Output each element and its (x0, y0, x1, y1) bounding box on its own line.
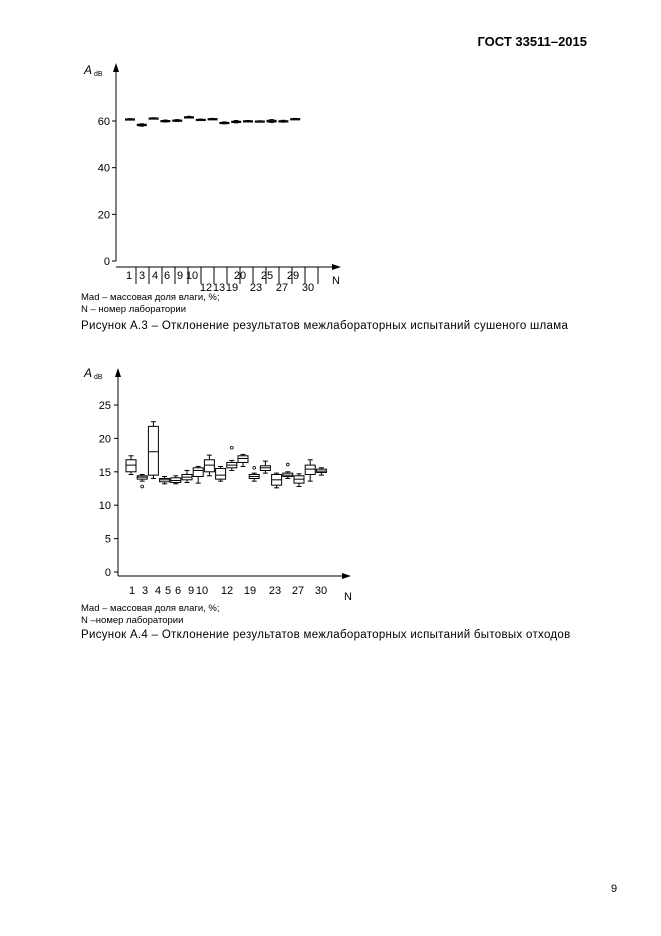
x-tick-label: 27 (291, 585, 305, 597)
y-axis-label-sub: dB (94, 374, 103, 381)
x-axis (116, 264, 341, 270)
y-tick-label: 15 (98, 466, 111, 479)
y-axis (113, 63, 119, 261)
x-tick-label: 1 (128, 585, 136, 597)
note-line: Mad – массовая доля влаги, %; (81, 292, 220, 303)
chart2-box-14 (272, 473, 282, 488)
chart2-box-5 (171, 476, 181, 484)
chart-figure-a3 (70, 58, 360, 294)
chart2-box-6 (182, 470, 192, 482)
box-iqr (126, 460, 136, 472)
chart2-box-17 (305, 460, 315, 481)
note-line: N –номер лаборатории (81, 615, 184, 626)
chart2-box-15 (283, 463, 293, 478)
y-tick-label: 40 (97, 162, 110, 175)
x-axis-arrow (342, 573, 351, 579)
y-axis-arrow (113, 63, 119, 72)
figure-a4-notes (81, 603, 220, 627)
chart1-box-11 (244, 121, 253, 122)
x-tick-label: 19 (225, 282, 239, 294)
chart2-box-12 (249, 466, 259, 481)
document-header: ГОСТ 33511–2015 (477, 34, 587, 49)
x-tick-label: 27 (275, 282, 289, 294)
chart1-box-6 (185, 116, 194, 118)
x-tick-label: 5 (164, 585, 172, 597)
chart2-box-1 (126, 456, 136, 475)
chart1-box-10 (232, 121, 241, 123)
x-axis-label: N (332, 275, 340, 287)
outlier-point (253, 466, 256, 469)
box-iqr (305, 465, 315, 474)
x-tick-label: 13 (212, 282, 226, 294)
chart1-box-14 (279, 120, 288, 122)
figure-a3-caption: Рисунок А.3 – Отклонение результатов межлабораторных испытаний сушеного шлама (81, 320, 569, 332)
chart2-box-16 (294, 474, 304, 487)
chart2-box-3 (148, 422, 158, 479)
chart2-box-8 (204, 455, 214, 476)
x-tick-label: 10 (195, 585, 209, 597)
chart1-box-8 (208, 118, 217, 119)
x-tick-label: 12 (220, 585, 234, 597)
chart1-box-2 (137, 124, 146, 126)
chart2-box-18 (316, 468, 326, 475)
chart1-box-9 (220, 122, 229, 124)
chart1-box-5 (173, 120, 182, 122)
y-tick-label: 20 (98, 433, 111, 446)
note-line: Mad – массовая доля влаги, %; (81, 603, 220, 614)
chart1-box-3 (149, 118, 158, 119)
x-tick-label: 4 (154, 585, 162, 597)
box-iqr (193, 468, 203, 477)
chart2-box-7 (193, 466, 203, 483)
x-tick-label: 12 (199, 282, 213, 294)
x-tick-label: 19 (243, 585, 257, 597)
x-tick-label: 1 (125, 270, 133, 282)
figure-a3-notes (81, 292, 220, 316)
y-axis-arrow (115, 368, 121, 377)
x-tick-label: 3 (141, 585, 149, 597)
y-tick-label: 0 (104, 567, 111, 579)
chart1-box-1 (126, 119, 135, 120)
x-tick-label: 29 (286, 270, 300, 282)
chart-figure-a4 (70, 363, 370, 603)
chart1-box-7 (196, 119, 205, 120)
y-tick-label: 10 (98, 500, 111, 513)
chart1-box-12 (255, 121, 264, 122)
chart1-box-4 (161, 120, 170, 122)
outlier-point (286, 463, 289, 466)
x-tick-label: 3 (138, 270, 146, 282)
chart2-box-9 (216, 466, 226, 481)
chart2-box-10 (227, 446, 237, 470)
y-axis-label: A (84, 366, 93, 380)
y-tick-label: 20 (97, 209, 110, 222)
box-iqr (216, 468, 226, 479)
chart1-box-13 (267, 120, 276, 123)
box-iqr (148, 426, 158, 475)
chart1-box-15 (291, 118, 300, 119)
y-tick-label: 25 (98, 400, 111, 412)
y-tick-label: 0 (103, 256, 110, 268)
x-tick-label: 23 (268, 585, 282, 597)
x-tick-label: 9 (176, 270, 184, 282)
x-tick-label: 30 (301, 282, 315, 294)
x-tick-label: 30 (314, 585, 328, 597)
chart2-box-11 (238, 454, 248, 466)
x-axis (118, 573, 351, 579)
box-iqr (238, 456, 248, 463)
figure-a4-caption: Рисунок А.4 – Отклонение результатов межлабораторных испытаний бытовых отходов (81, 629, 571, 641)
x-tick-label: 10 (185, 270, 199, 282)
y-tick-label: 5 (104, 533, 111, 546)
x-tick-label: 9 (187, 585, 195, 597)
note-line: N – номер лаборатории (81, 304, 187, 315)
chart2-box-4 (160, 476, 170, 483)
outlier-point (141, 485, 144, 488)
x-axis-label: N (344, 591, 352, 603)
x-tick-label: 4 (151, 270, 159, 282)
page-number: 9 (611, 883, 618, 895)
chart2-box-2 (137, 474, 147, 487)
x-tick-label: 25 (260, 270, 274, 282)
box-iqr (204, 460, 214, 472)
x-axis-arrow (332, 264, 341, 270)
x-tick-label: 23 (249, 282, 263, 294)
x-tick-label: 20 (233, 270, 247, 282)
y-axis-label: A (84, 63, 93, 77)
chart2-box-13 (260, 461, 270, 473)
x-tick-label: 6 (163, 270, 171, 282)
y-tick-label: 60 (97, 116, 110, 128)
x-tick-label: 6 (174, 585, 182, 597)
y-axis-label-sub: dB (94, 71, 103, 78)
outlier-point (230, 446, 233, 449)
